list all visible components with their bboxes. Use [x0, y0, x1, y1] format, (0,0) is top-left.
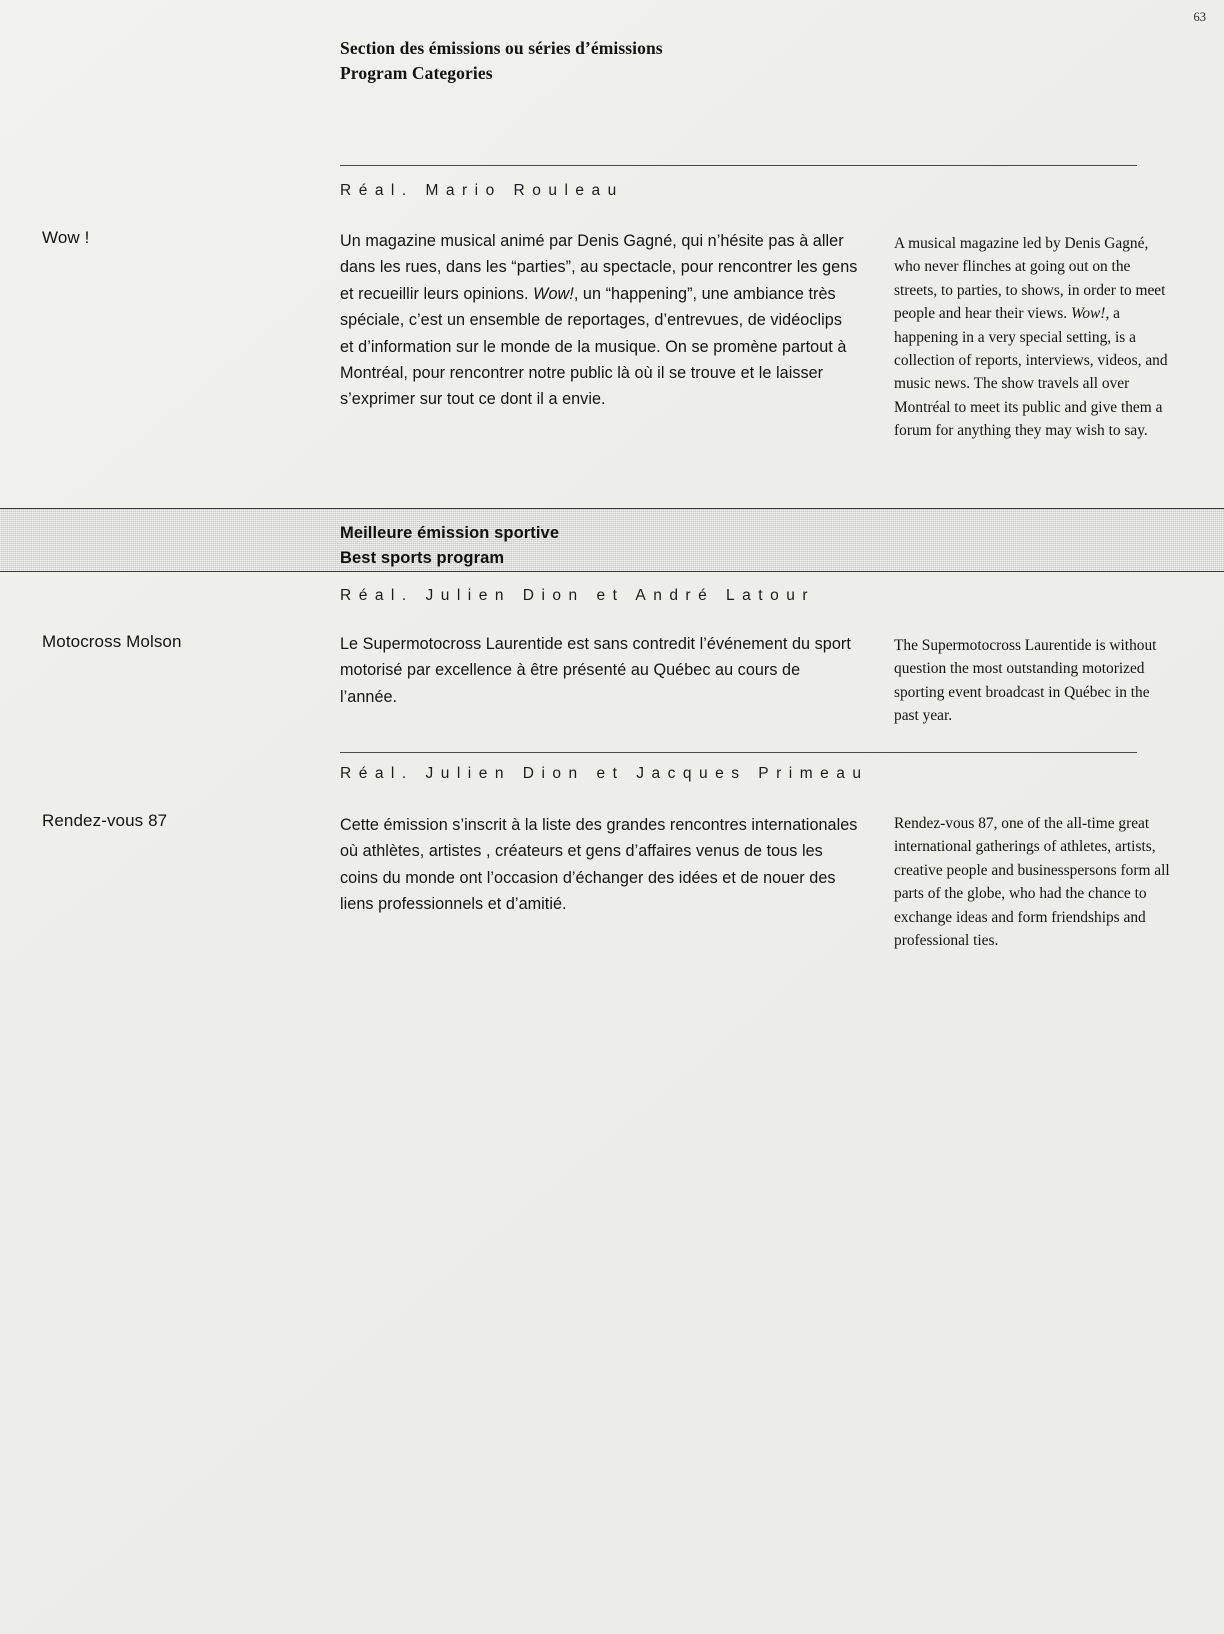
wow-en-emphasis: Wow!: [1070, 305, 1106, 323]
divider-rule-middle: [340, 752, 1137, 753]
entry-text-french-wow: [340, 228, 860, 413]
entry-title-motocross: Motocross Molson: [42, 632, 182, 651]
entry-credit-rendezvous: Réal. Julien Dion et Jacques Primeau: [340, 765, 869, 782]
wow-en-part2: , a happening in a very special setting, is a collection of reports, interviews, videos, and music news. The show travels all over Montréal to meet its public and give them a forum for anything they may wish to say.: [894, 305, 1168, 440]
wow-fr-part1: Un magazine musical animé par Denis Gagné, qui n’hésite pas à aller dans les rues, dans les “parties”, au spectacle, pour rencontrer les gens et recueillir leurs opinions.: [340, 232, 858, 303]
category-label-french: Meilleure émission sportive: [340, 524, 560, 542]
header-line-english: Program Categories: [340, 63, 493, 84]
wow-fr-emphasis: Wow!: [533, 284, 574, 303]
entry-text-english-motocross: The Supermotocross Laurentide is without question the most outstanding motorized sporting event broadcast in Québec in the past year.: [894, 637, 1157, 725]
category-band-text: [340, 521, 559, 571]
page-number: 63: [1193, 10, 1206, 24]
divider-rule-top: [340, 165, 1137, 166]
wow-en-part1: A musical magazine led by Denis Gagné, who never flinches at going out on the streets, to parties, to shows, in order to meet people and hear their views.: [894, 235, 1166, 323]
entry-text-french-rendezvous: Cette émission s’inscrit à la liste des grandes rencontres internationales où athlètes, artistes , créateurs et gens d’affaires venus de tous les coins du monde ont l’occasion d’échanger des idées et de nouer des liens professionnels et d’amitié.: [340, 816, 858, 914]
entry-text-english-wow: [894, 232, 1176, 443]
wow-fr-part2: , un “happening”, une ambiance très spéciale, c’est un ensemble de reportages, d’entrevues, de vidéoclips et d’information sur le monde de la musique. On se promène partout à Montréal, pour rencontrer notre public là où il se trouve et le laisser s’exprimer sur tout ce dont il a envie.: [340, 284, 847, 409]
entry-title-wow: Wow !: [42, 228, 90, 247]
entry-text-french-motocross: Le Supermotocross Laurentide est sans contredit l’événement du sport motorisé par excellence à être présenté au Québec au cours de l’année.: [340, 635, 851, 706]
page-header: [340, 36, 1100, 87]
entry-title-rendezvous: Rendez-vous 87: [42, 811, 168, 830]
entry-credit-wow: Réal. Mario Rouleau: [340, 182, 624, 199]
category-label-english: Best sports program: [340, 549, 505, 568]
category-band: [0, 508, 1224, 572]
entry-credit-motocross: Réal. Julien Dion et André Latour: [340, 587, 815, 604]
header-line-french: Section des émissions ou séries d’émissions: [340, 38, 663, 58]
entry-text-english-rendezvous: Rendez-vous 87, one of the all-time great international gatherings of athletes, artists, creative people and businesspersons form all parts of the globe, who had the chance to exchange ideas and form friendships and professional ties.: [894, 815, 1170, 950]
